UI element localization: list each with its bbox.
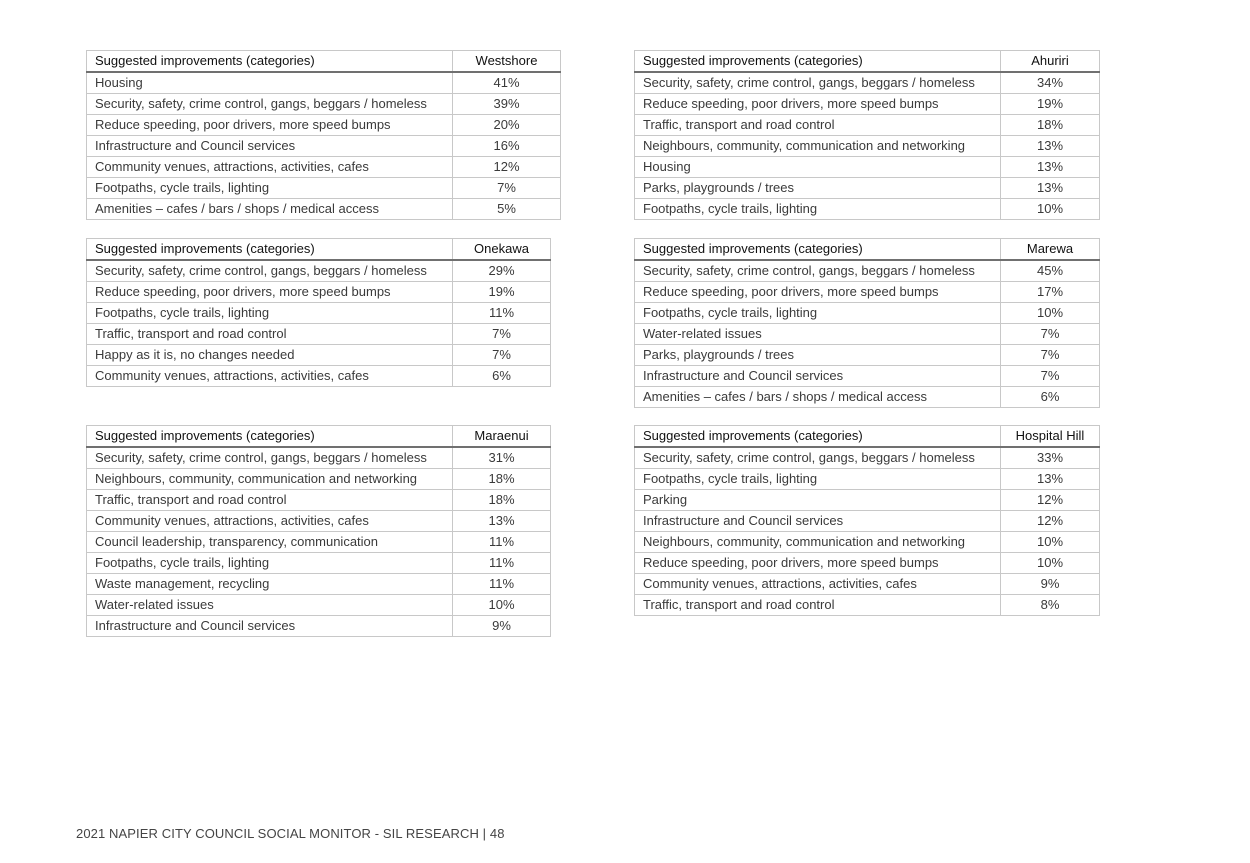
row-category: Parks, playgrounds / trees xyxy=(635,178,1001,199)
header-category: Suggested improvements (categories) xyxy=(87,426,453,448)
row-percent: 33% xyxy=(1001,447,1100,469)
header-area: Hospital Hill xyxy=(1001,426,1100,448)
row-category: Security, safety, crime control, gangs, beggars / homeless xyxy=(87,260,453,282)
row-category: Community venues, attractions, activities, cafes xyxy=(87,157,453,178)
table-row xyxy=(635,595,1100,616)
row-percent: 9% xyxy=(1001,574,1100,595)
row-percent: 18% xyxy=(453,490,551,511)
table-row xyxy=(635,447,1100,469)
table-row xyxy=(87,490,551,511)
row-percent: 11% xyxy=(453,532,551,553)
row-category: Reduce speeding, poor drivers, more speed bumps xyxy=(635,553,1001,574)
table-row xyxy=(87,532,551,553)
row-category: Waste management, recycling xyxy=(87,574,453,595)
table-row xyxy=(635,574,1100,595)
header-area: Marewa xyxy=(1001,239,1100,261)
table-row xyxy=(87,260,551,282)
table-row xyxy=(87,595,551,616)
table-header-row xyxy=(635,426,1100,448)
row-percent: 6% xyxy=(1001,387,1100,408)
table-header-row xyxy=(635,51,1100,73)
table-header-row xyxy=(635,239,1100,261)
row-category: Footpaths, cycle trails, lighting xyxy=(87,303,453,324)
table-ahuriri xyxy=(634,50,1100,220)
row-percent: 31% xyxy=(453,447,551,469)
table-row xyxy=(635,366,1100,387)
row-category: Security, safety, crime control, gangs, beggars / homeless xyxy=(87,447,453,469)
header-area: Ahuriri xyxy=(1001,51,1100,73)
row-category: Traffic, transport and road control xyxy=(87,324,453,345)
row-category: Infrastructure and Council services xyxy=(635,366,1001,387)
table-row xyxy=(635,94,1100,115)
row-category: Traffic, transport and road control xyxy=(87,490,453,511)
table-row xyxy=(635,345,1100,366)
table-row xyxy=(635,553,1100,574)
row-percent: 9% xyxy=(453,616,551,637)
header-category: Suggested improvements (categories) xyxy=(635,51,1001,73)
row-percent: 10% xyxy=(453,595,551,616)
table-row xyxy=(635,324,1100,345)
table-row xyxy=(635,511,1100,532)
row-percent: 12% xyxy=(1001,511,1100,532)
row-percent: 13% xyxy=(1001,157,1100,178)
table-row xyxy=(87,94,561,115)
row-category: Council leadership, transparency, communication xyxy=(87,532,453,553)
row-category: Community venues, attractions, activities, cafes xyxy=(87,366,453,387)
row-percent: 20% xyxy=(453,115,561,136)
header-category: Suggested improvements (categories) xyxy=(87,51,453,73)
row-percent: 39% xyxy=(453,94,561,115)
row-category: Parks, playgrounds / trees xyxy=(635,345,1001,366)
row-percent: 7% xyxy=(453,178,561,199)
table-row xyxy=(635,387,1100,408)
table-row xyxy=(635,157,1100,178)
table-row xyxy=(635,260,1100,282)
row-category: Parking xyxy=(635,490,1001,511)
row-category: Amenities – cafes / bars / shops / medical access xyxy=(635,387,1001,408)
row-category: Water-related issues xyxy=(87,595,453,616)
table-row xyxy=(635,115,1100,136)
row-category: Infrastructure and Council services xyxy=(87,136,453,157)
table-row xyxy=(87,616,551,637)
header-category: Suggested improvements (categories) xyxy=(635,426,1001,448)
table-maraenui xyxy=(86,425,551,637)
row-percent: 16% xyxy=(453,136,561,157)
table-row xyxy=(87,282,551,303)
header-category: Suggested improvements (categories) xyxy=(635,239,1001,261)
row-percent: 34% xyxy=(1001,72,1100,94)
row-percent: 13% xyxy=(453,511,551,532)
row-category: Neighbours, community, communication and networking xyxy=(87,469,453,490)
row-percent: 10% xyxy=(1001,532,1100,553)
row-percent: 19% xyxy=(453,282,551,303)
row-category: Reduce speeding, poor drivers, more speed bumps xyxy=(87,115,453,136)
row-category: Housing xyxy=(87,72,453,94)
table-hospital-hill xyxy=(634,425,1100,616)
row-category: Happy as it is, no changes needed xyxy=(87,345,453,366)
row-percent: 13% xyxy=(1001,469,1100,490)
row-percent: 7% xyxy=(453,345,551,366)
row-category: Security, safety, crime control, gangs, beggars / homeless xyxy=(635,72,1001,94)
row-percent: 7% xyxy=(1001,345,1100,366)
header-category: Suggested improvements (categories) xyxy=(87,239,453,261)
table-onekawa xyxy=(86,238,551,387)
row-percent: 12% xyxy=(1001,490,1100,511)
table-header-row xyxy=(87,426,551,448)
table-row xyxy=(87,511,551,532)
table-row xyxy=(87,136,561,157)
row-percent: 7% xyxy=(453,324,551,345)
row-category: Amenities – cafes / bars / shops / medical access xyxy=(87,199,453,220)
row-percent: 29% xyxy=(453,260,551,282)
header-area: Westshore xyxy=(453,51,561,73)
table-row xyxy=(635,490,1100,511)
row-percent: 17% xyxy=(1001,282,1100,303)
row-percent: 18% xyxy=(1001,115,1100,136)
row-category: Neighbours, community, communication and networking xyxy=(635,532,1001,553)
page-footer: 2021 NAPIER CITY COUNCIL SOCIAL MONITOR - SIL RESEARCH | 48 xyxy=(76,826,505,841)
row-category: Traffic, transport and road control xyxy=(635,115,1001,136)
table-row xyxy=(87,447,551,469)
table-row xyxy=(87,366,551,387)
table-row xyxy=(635,178,1100,199)
table-row xyxy=(87,303,551,324)
row-category: Security, safety, crime control, gangs, beggars / homeless xyxy=(635,260,1001,282)
table-row xyxy=(87,72,561,94)
row-category: Footpaths, cycle trails, lighting xyxy=(635,199,1001,220)
row-percent: 13% xyxy=(1001,136,1100,157)
row-percent: 18% xyxy=(453,469,551,490)
row-percent: 12% xyxy=(453,157,561,178)
table-row xyxy=(635,469,1100,490)
table-row xyxy=(635,303,1100,324)
row-category: Infrastructure and Council services xyxy=(87,616,453,637)
row-category: Security, safety, crime control, gangs, beggars / homeless xyxy=(87,94,453,115)
table-row xyxy=(635,72,1100,94)
table-westshore xyxy=(86,50,561,220)
row-category: Footpaths, cycle trails, lighting xyxy=(635,469,1001,490)
row-category: Water-related issues xyxy=(635,324,1001,345)
table-header-row xyxy=(87,51,561,73)
row-percent: 5% xyxy=(453,199,561,220)
row-percent: 41% xyxy=(453,72,561,94)
table-header-row xyxy=(87,239,551,261)
header-area: Maraenui xyxy=(453,426,551,448)
row-category: Footpaths, cycle trails, lighting xyxy=(635,303,1001,324)
table-row xyxy=(87,324,551,345)
table-row xyxy=(87,469,551,490)
row-category: Reduce speeding, poor drivers, more speed bumps xyxy=(635,282,1001,303)
table-row xyxy=(87,199,561,220)
row-percent: 19% xyxy=(1001,94,1100,115)
table-row xyxy=(635,199,1100,220)
row-category: Reduce speeding, poor drivers, more speed bumps xyxy=(87,282,453,303)
row-percent: 11% xyxy=(453,574,551,595)
table-row xyxy=(87,553,551,574)
row-category: Community venues, attractions, activities, cafes xyxy=(87,511,453,532)
row-category: Housing xyxy=(635,157,1001,178)
table-row xyxy=(87,115,561,136)
table-row xyxy=(635,282,1100,303)
row-percent: 45% xyxy=(1001,260,1100,282)
table-row xyxy=(635,532,1100,553)
row-percent: 7% xyxy=(1001,324,1100,345)
row-category: Security, safety, crime control, gangs, beggars / homeless xyxy=(635,447,1001,469)
table-row xyxy=(87,178,561,199)
table-row xyxy=(635,136,1100,157)
header-area: Onekawa xyxy=(453,239,551,261)
row-category: Reduce speeding, poor drivers, more speed bumps xyxy=(635,94,1001,115)
table-marewa xyxy=(634,238,1100,408)
row-percent: 7% xyxy=(1001,366,1100,387)
row-percent: 8% xyxy=(1001,595,1100,616)
table-row xyxy=(87,157,561,178)
row-percent: 10% xyxy=(1001,199,1100,220)
row-percent: 10% xyxy=(1001,553,1100,574)
row-percent: 11% xyxy=(453,553,551,574)
row-category: Infrastructure and Council services xyxy=(635,511,1001,532)
row-percent: 11% xyxy=(453,303,551,324)
row-category: Neighbours, community, communication and networking xyxy=(635,136,1001,157)
table-row xyxy=(87,574,551,595)
row-category: Traffic, transport and road control xyxy=(635,595,1001,616)
row-percent: 10% xyxy=(1001,303,1100,324)
row-percent: 13% xyxy=(1001,178,1100,199)
row-category: Footpaths, cycle trails, lighting xyxy=(87,553,453,574)
row-percent: 6% xyxy=(453,366,551,387)
row-category: Footpaths, cycle trails, lighting xyxy=(87,178,453,199)
row-category: Community venues, attractions, activities, cafes xyxy=(635,574,1001,595)
table-row xyxy=(87,345,551,366)
